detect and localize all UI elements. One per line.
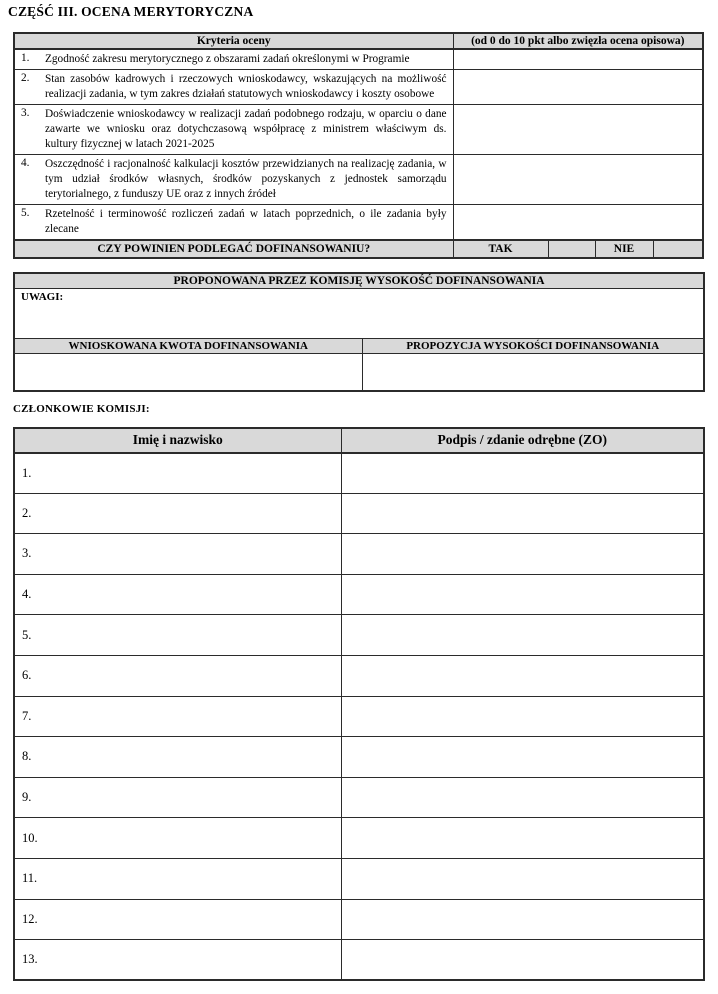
decision-no-label: NIE [595,240,653,258]
funding-title-row [14,273,704,289]
remarks-label: UWAGI: [21,291,64,303]
member-number: 2. [22,505,32,520]
member-number: 13. [22,952,38,967]
criteria-row [14,105,703,155]
member-row [14,615,704,656]
member-number: 6. [22,668,32,683]
criterion-text: Oszczędność i racjonalność kalkulacji kosztów przewidzianych na realizację zadania, w tym udział środków własnych, środków pozyskanych z jednostek samorządu terytorialnego, z funduszy UE oraz z innych źródeł [45,158,447,200]
committee-rows [14,453,704,981]
member-number: 5. [22,627,32,642]
member-name-cell[interactable] [14,655,341,696]
member-row [14,737,704,778]
requested-amount-header: WNIOSKOWANA KWOTA DOFINANSOWANIA [14,339,362,354]
member-number: 10. [22,830,38,845]
criterion-cell [14,49,453,70]
criteria-row [14,70,703,105]
member-row [14,655,704,696]
committee-label: CZŁONKOWIE KOMISJI: [13,402,150,415]
member-number: 12. [22,911,38,926]
member-name-cell[interactable] [14,534,341,575]
criteria-row [14,49,703,70]
document-page [0,4,718,994]
member-signature-cell[interactable] [341,615,704,656]
member-number: 3. [22,546,32,561]
criterion-score-cell[interactable] [453,205,703,241]
member-signature-cell[interactable] [341,534,704,575]
member-number: 7. [22,708,32,723]
member-row [14,818,704,859]
criterion-cell [14,105,453,155]
member-signature-cell[interactable] [341,940,704,981]
member-row [14,899,704,940]
proposed-amount-header: PROPOZYCJA WYSOKOŚCI DOFINANSOWANIA [362,339,704,354]
criterion-number: 3. [21,107,30,119]
member-name-header: Imię i nazwisko [14,428,341,453]
member-number: 11. [22,871,38,886]
member-name-cell[interactable] [14,453,341,494]
member-name-cell[interactable] [14,493,341,534]
criterion-text: Zgodność zakresu merytorycznego z obszarami zadań określonymi w Programie [45,53,410,65]
funding-subheader-row [14,339,704,354]
funding-table [13,272,705,392]
criteria-rows [14,49,703,240]
criteria-header-row [14,33,703,49]
member-number: 4. [22,587,32,602]
criterion-score-cell[interactable] [453,105,703,155]
committee-table [13,427,705,982]
committee-header-row [14,428,704,453]
member-name-cell[interactable] [14,818,341,859]
decision-yes-checkbox-cell[interactable] [548,240,595,258]
decision-row [14,240,703,258]
member-name-cell[interactable] [14,858,341,899]
member-signature-header: Podpis / zdanie odrębne (ZO) [341,428,704,453]
member-name-cell[interactable] [14,940,341,981]
member-row [14,574,704,615]
member-name-cell[interactable] [14,574,341,615]
criterion-score-cell[interactable] [453,155,703,205]
page-title: CZĘŚĆ III. OCENA MERYTORYCZNA [8,4,254,19]
criterion-cell [14,70,453,105]
funding-values-row [14,354,704,391]
criterion-score-cell[interactable] [453,70,703,105]
member-name-cell[interactable] [14,777,341,818]
member-row [14,453,704,494]
member-signature-cell[interactable] [341,655,704,696]
member-number: 9. [22,790,32,805]
criterion-number: 4. [21,157,30,169]
member-row [14,534,704,575]
member-row [14,940,704,981]
member-signature-cell[interactable] [341,858,704,899]
member-number: 8. [22,749,32,764]
member-signature-cell[interactable] [341,737,704,778]
criterion-number: 5. [21,207,30,219]
criterion-score-cell[interactable] [453,49,703,70]
criteria-table [13,32,704,259]
member-name-cell[interactable] [14,899,341,940]
decision-question: CZY POWINIEN PODLEGAĆ DOFINANSOWANIU? [14,240,453,258]
member-signature-cell[interactable] [341,777,704,818]
member-signature-cell[interactable] [341,818,704,859]
member-name-cell[interactable] [14,737,341,778]
criterion-text: Rzetelność i terminowość rozliczeń zadań w latach poprzednich, o ile zadania były zlecane [45,208,447,235]
remarks-box[interactable] [14,289,704,339]
criterion-number: 1. [21,52,30,64]
member-row [14,696,704,737]
score-header-label: (od 0 do 10 pkt albo zwięzła ocena opisowa) [453,33,703,49]
member-signature-cell[interactable] [341,696,704,737]
member-name-cell[interactable] [14,615,341,656]
decision-yes-label: TAK [453,240,548,258]
member-row [14,493,704,534]
member-signature-cell[interactable] [341,493,704,534]
requested-amount-cell[interactable] [14,354,362,391]
funding-title: PROPONOWANA PRZEZ KOMISJĘ WYSOKOŚĆ DOFINANSOWANIA [14,273,704,289]
proposed-amount-cell[interactable] [362,354,704,391]
member-name-cell[interactable] [14,696,341,737]
criterion-text: Stan zasobów kadrowych i rzeczowych wnioskodawcy, wskazujących na możliwość realizacji zadania, w tym zakres działań statutowych wnioskodawcy i koszty osobowe [45,73,447,100]
member-signature-cell[interactable] [341,574,704,615]
criterion-cell [14,205,453,241]
criterion-text: Doświadczenie wnioskodawcy w realizacji zadań podobnego rodzaju, w oparciu o dane zawarte we wniosku oraz dotychczasową współpracę z ministrem właściwym ds. kultury fizycznej w latach 2021-2025 [45,108,447,150]
remarks-row [14,289,704,339]
decision-no-checkbox-cell[interactable] [653,240,703,258]
criteria-row [14,205,703,241]
member-row [14,777,704,818]
criterion-cell [14,155,453,205]
member-signature-cell[interactable] [341,899,704,940]
criteria-row [14,155,703,205]
member-signature-cell[interactable] [341,453,704,494]
member-row [14,858,704,899]
criteria-header-label: Kryteria oceny [14,33,453,49]
member-number: 1. [22,465,32,480]
criterion-number: 2. [21,72,30,84]
